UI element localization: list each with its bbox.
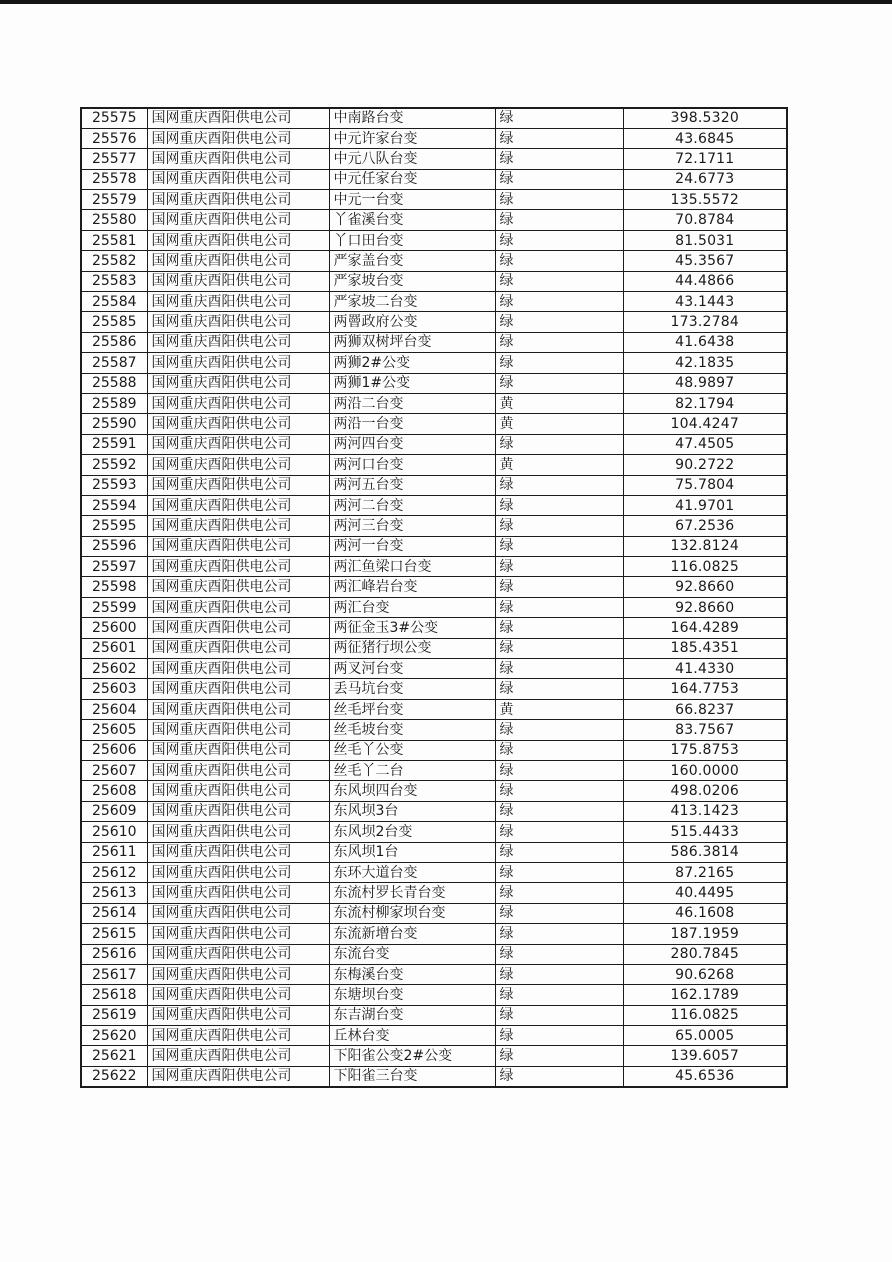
cell-company-name: 国网重庆酉阳供电公司 xyxy=(147,618,329,638)
table-row xyxy=(81,577,787,597)
cell-load-value: 41.4330 xyxy=(623,659,787,679)
cell-record-id: 25607 xyxy=(81,761,147,781)
table-row xyxy=(81,679,787,699)
cell-load-value: 45.6536 xyxy=(623,1066,787,1086)
table-row xyxy=(81,618,787,638)
table-row xyxy=(81,822,787,842)
cell-load-value: 90.2722 xyxy=(623,455,787,475)
table-row xyxy=(81,230,787,250)
cell-status-color: 绿 xyxy=(495,475,623,495)
cell-station-name: 东风坝1台 xyxy=(329,842,495,862)
cell-record-id: 25611 xyxy=(81,842,147,862)
table-row xyxy=(81,985,787,1005)
cell-load-value: 185.4351 xyxy=(623,638,787,658)
cell-station-name: 东流台变 xyxy=(329,944,495,964)
cell-record-id: 25604 xyxy=(81,699,147,719)
cell-record-id: 25612 xyxy=(81,862,147,882)
cell-load-value: 498.0206 xyxy=(623,781,787,801)
cell-company-name: 国网重庆酉阳供电公司 xyxy=(147,190,329,210)
cell-company-name: 国网重庆酉阳供电公司 xyxy=(147,659,329,679)
cell-record-id: 25591 xyxy=(81,434,147,454)
cell-station-name: 两河一台变 xyxy=(329,536,495,556)
cell-station-name: 下阳雀公变2#公变 xyxy=(329,1046,495,1066)
cell-record-id: 25575 xyxy=(81,108,147,128)
cell-load-value: 65.0005 xyxy=(623,1026,787,1046)
cell-company-name: 国网重庆酉阳供电公司 xyxy=(147,862,329,882)
cell-station-name: 两狮双树坪台变 xyxy=(329,332,495,352)
cell-station-name: 丫口田台变 xyxy=(329,230,495,250)
cell-status-color: 绿 xyxy=(495,1046,623,1066)
cell-station-name: 东风坝3台 xyxy=(329,801,495,821)
cell-status-color: 绿 xyxy=(495,1005,623,1025)
cell-record-id: 25619 xyxy=(81,1005,147,1025)
table-row xyxy=(81,924,787,944)
cell-status-color: 绿 xyxy=(495,618,623,638)
table-row xyxy=(81,883,787,903)
table-row xyxy=(81,292,787,312)
cell-status-color: 绿 xyxy=(495,761,623,781)
cell-company-name: 国网重庆酉阳供电公司 xyxy=(147,557,329,577)
cell-record-id: 25585 xyxy=(81,312,147,332)
cell-status-color: 绿 xyxy=(495,801,623,821)
cell-station-name: 两河四台变 xyxy=(329,434,495,454)
cell-station-name: 中元任家台变 xyxy=(329,169,495,189)
cell-company-name: 国网重庆酉阳供电公司 xyxy=(147,1026,329,1046)
cell-load-value: 187.1959 xyxy=(623,924,787,944)
cell-company-name: 国网重庆酉阳供电公司 xyxy=(147,801,329,821)
cell-company-name: 国网重庆酉阳供电公司 xyxy=(147,699,329,719)
cell-company-name: 国网重庆酉阳供电公司 xyxy=(147,924,329,944)
cell-station-name: 两河二台变 xyxy=(329,495,495,515)
cell-status-color: 绿 xyxy=(495,638,623,658)
cell-record-id: 25613 xyxy=(81,883,147,903)
table-row xyxy=(81,557,787,577)
cell-load-value: 139.6057 xyxy=(623,1046,787,1066)
cell-station-name: 中南路台变 xyxy=(329,108,495,128)
cell-station-name: 两狮1#公变 xyxy=(329,373,495,393)
cell-company-name: 国网重庆酉阳供电公司 xyxy=(147,495,329,515)
data-table xyxy=(80,107,788,1088)
cell-status-color: 绿 xyxy=(495,944,623,964)
cell-station-name: 两汇鱼梁口台变 xyxy=(329,557,495,577)
cell-load-value: 75.7804 xyxy=(623,475,787,495)
table-row xyxy=(81,373,787,393)
cell-station-name: 两河五台变 xyxy=(329,475,495,495)
cell-load-value: 44.4866 xyxy=(623,271,787,291)
cell-station-name: 两沿一台变 xyxy=(329,414,495,434)
cell-load-value: 413.1423 xyxy=(623,801,787,821)
table-row xyxy=(81,536,787,556)
cell-company-name: 国网重庆酉阳供电公司 xyxy=(147,985,329,1005)
table-row xyxy=(81,169,787,189)
table-row xyxy=(81,516,787,536)
cell-record-id: 25588 xyxy=(81,373,147,393)
cell-status-color: 绿 xyxy=(495,190,623,210)
cell-company-name: 国网重庆酉阳供电公司 xyxy=(147,312,329,332)
cell-load-value: 43.6845 xyxy=(623,128,787,148)
table-row xyxy=(81,271,787,291)
cell-record-id: 25616 xyxy=(81,944,147,964)
cell-company-name: 国网重庆酉阳供电公司 xyxy=(147,271,329,291)
cell-status-color: 黄 xyxy=(495,414,623,434)
cell-record-id: 25608 xyxy=(81,781,147,801)
cell-company-name: 国网重庆酉阳供电公司 xyxy=(147,720,329,740)
cell-record-id: 25584 xyxy=(81,292,147,312)
cell-record-id: 25593 xyxy=(81,475,147,495)
cell-company-name: 国网重庆酉阳供电公司 xyxy=(147,353,329,373)
cell-station-name: 中元八队台变 xyxy=(329,149,495,169)
table-row xyxy=(81,740,787,760)
cell-status-color: 绿 xyxy=(495,169,623,189)
cell-station-name: 两罾政府公变 xyxy=(329,312,495,332)
cell-status-color: 绿 xyxy=(495,332,623,352)
cell-record-id: 25620 xyxy=(81,1026,147,1046)
cell-record-id: 25586 xyxy=(81,332,147,352)
cell-load-value: 47.4505 xyxy=(623,434,787,454)
cell-station-name: 两征猪行坝公变 xyxy=(329,638,495,658)
cell-company-name: 国网重庆酉阳供电公司 xyxy=(147,740,329,760)
cell-record-id: 25602 xyxy=(81,659,147,679)
cell-load-value: 135.5572 xyxy=(623,190,787,210)
table-row xyxy=(81,1046,787,1066)
cell-company-name: 国网重庆酉阳供电公司 xyxy=(147,761,329,781)
cell-status-color: 绿 xyxy=(495,842,623,862)
cell-load-value: 48.9897 xyxy=(623,373,787,393)
cell-station-name: 东吉湖台变 xyxy=(329,1005,495,1025)
table-row xyxy=(81,638,787,658)
cell-record-id: 25576 xyxy=(81,128,147,148)
cell-load-value: 398.5320 xyxy=(623,108,787,128)
cell-status-color: 绿 xyxy=(495,781,623,801)
cell-station-name: 丝毛坪台变 xyxy=(329,699,495,719)
cell-station-name: 东环大道台变 xyxy=(329,862,495,882)
cell-status-color: 绿 xyxy=(495,964,623,984)
cell-record-id: 25581 xyxy=(81,230,147,250)
cell-record-id: 25596 xyxy=(81,536,147,556)
cell-record-id: 25601 xyxy=(81,638,147,658)
cell-station-name: 东风坝四台变 xyxy=(329,781,495,801)
cell-record-id: 25589 xyxy=(81,393,147,413)
cell-company-name: 国网重庆酉阳供电公司 xyxy=(147,842,329,862)
cell-company-name: 国网重庆酉阳供电公司 xyxy=(147,210,329,230)
cell-status-color: 绿 xyxy=(495,862,623,882)
cell-status-color: 绿 xyxy=(495,495,623,515)
cell-company-name: 国网重庆酉阳供电公司 xyxy=(147,128,329,148)
cell-status-color: 绿 xyxy=(495,1066,623,1086)
cell-record-id: 25597 xyxy=(81,557,147,577)
cell-record-id: 25603 xyxy=(81,679,147,699)
cell-load-value: 162.1789 xyxy=(623,985,787,1005)
table-row xyxy=(81,699,787,719)
cell-status-color: 绿 xyxy=(495,1026,623,1046)
cell-status-color: 绿 xyxy=(495,108,623,128)
table-row xyxy=(81,475,787,495)
cell-record-id: 25582 xyxy=(81,251,147,271)
data-table-body xyxy=(81,108,787,1087)
table-row xyxy=(81,597,787,617)
cell-status-color: 绿 xyxy=(495,903,623,923)
cell-status-color: 绿 xyxy=(495,230,623,250)
cell-company-name: 国网重庆酉阳供电公司 xyxy=(147,414,329,434)
cell-record-id: 25592 xyxy=(81,455,147,475)
cell-status-color: 绿 xyxy=(495,924,623,944)
cell-company-name: 国网重庆酉阳供电公司 xyxy=(147,1066,329,1086)
cell-load-value: 72.1711 xyxy=(623,149,787,169)
cell-status-color: 绿 xyxy=(495,720,623,740)
cell-status-color: 绿 xyxy=(495,822,623,842)
cell-record-id: 25606 xyxy=(81,740,147,760)
cell-company-name: 国网重庆酉阳供电公司 xyxy=(147,597,329,617)
table-row xyxy=(81,1026,787,1046)
cell-status-color: 绿 xyxy=(495,679,623,699)
cell-company-name: 国网重庆酉阳供电公司 xyxy=(147,964,329,984)
table-row xyxy=(81,455,787,475)
cell-status-color: 绿 xyxy=(495,353,623,373)
cell-company-name: 国网重庆酉阳供电公司 xyxy=(147,230,329,250)
cell-station-name: 丘林台变 xyxy=(329,1026,495,1046)
cell-company-name: 国网重庆酉阳供电公司 xyxy=(147,1046,329,1066)
cell-load-value: 280.7845 xyxy=(623,944,787,964)
cell-load-value: 90.6268 xyxy=(623,964,787,984)
cell-station-name: 下阳雀三台变 xyxy=(329,1066,495,1086)
cell-load-value: 116.0825 xyxy=(623,1005,787,1025)
cell-load-value: 164.4289 xyxy=(623,618,787,638)
cell-station-name: 东流村柳家坝台变 xyxy=(329,903,495,923)
cell-load-value: 45.3567 xyxy=(623,251,787,271)
cell-record-id: 25618 xyxy=(81,985,147,1005)
cell-company-name: 国网重庆酉阳供电公司 xyxy=(147,903,329,923)
cell-record-id: 25577 xyxy=(81,149,147,169)
cell-station-name: 中元一台变 xyxy=(329,190,495,210)
cell-status-color: 绿 xyxy=(495,557,623,577)
cell-company-name: 国网重庆酉阳供电公司 xyxy=(147,373,329,393)
cell-record-id: 25617 xyxy=(81,964,147,984)
cell-station-name: 严家盖台变 xyxy=(329,251,495,271)
cell-status-color: 绿 xyxy=(495,373,623,393)
cell-station-name: 丝毛丫二台 xyxy=(329,761,495,781)
cell-load-value: 70.8784 xyxy=(623,210,787,230)
table-row xyxy=(81,1005,787,1025)
cell-company-name: 国网重庆酉阳供电公司 xyxy=(147,679,329,699)
cell-record-id: 25578 xyxy=(81,169,147,189)
cell-station-name: 东流村罗长青台变 xyxy=(329,883,495,903)
cell-load-value: 87.2165 xyxy=(623,862,787,882)
cell-record-id: 25583 xyxy=(81,271,147,291)
table-row xyxy=(81,108,787,128)
cell-company-name: 国网重庆酉阳供电公司 xyxy=(147,883,329,903)
cell-load-value: 43.1443 xyxy=(623,292,787,312)
cell-station-name: 东塘坝台变 xyxy=(329,985,495,1005)
cell-status-color: 黄 xyxy=(495,455,623,475)
cell-record-id: 25595 xyxy=(81,516,147,536)
cell-load-value: 42.1835 xyxy=(623,353,787,373)
top-border-bar xyxy=(0,0,892,4)
cell-station-name: 丝毛丫公变 xyxy=(329,740,495,760)
cell-status-color: 绿 xyxy=(495,516,623,536)
cell-company-name: 国网重庆酉阳供电公司 xyxy=(147,434,329,454)
cell-station-name: 严家坡台变 xyxy=(329,271,495,291)
cell-status-color: 绿 xyxy=(495,292,623,312)
cell-station-name: 东梅溪台变 xyxy=(329,964,495,984)
cell-status-color: 绿 xyxy=(495,149,623,169)
cell-status-color: 绿 xyxy=(495,251,623,271)
cell-station-name: 丫雀溪台变 xyxy=(329,210,495,230)
cell-status-color: 绿 xyxy=(495,210,623,230)
cell-load-value: 83.7567 xyxy=(623,720,787,740)
cell-station-name: 严家坡二台变 xyxy=(329,292,495,312)
cell-load-value: 66.8237 xyxy=(623,699,787,719)
cell-load-value: 41.6438 xyxy=(623,332,787,352)
cell-company-name: 国网重庆酉阳供电公司 xyxy=(147,822,329,842)
cell-load-value: 515.4433 xyxy=(623,822,787,842)
cell-load-value: 175.8753 xyxy=(623,740,787,760)
cell-record-id: 25605 xyxy=(81,720,147,740)
cell-load-value: 160.0000 xyxy=(623,761,787,781)
table-row xyxy=(81,761,787,781)
cell-load-value: 67.2536 xyxy=(623,516,787,536)
cell-station-name: 两狮2#公变 xyxy=(329,353,495,373)
cell-record-id: 25580 xyxy=(81,210,147,230)
cell-station-name: 两河口台变 xyxy=(329,455,495,475)
cell-record-id: 25590 xyxy=(81,414,147,434)
table-row xyxy=(81,862,787,882)
cell-station-name: 东流新增台变 xyxy=(329,924,495,944)
cell-status-color: 绿 xyxy=(495,577,623,597)
table-row xyxy=(81,190,787,210)
cell-company-name: 国网重庆酉阳供电公司 xyxy=(147,577,329,597)
cell-load-value: 173.2784 xyxy=(623,312,787,332)
cell-record-id: 25610 xyxy=(81,822,147,842)
cell-company-name: 国网重庆酉阳供电公司 xyxy=(147,475,329,495)
cell-record-id: 25587 xyxy=(81,353,147,373)
cell-station-name: 两汇峰岩台变 xyxy=(329,577,495,597)
cell-status-color: 绿 xyxy=(495,434,623,454)
cell-company-name: 国网重庆酉阳供电公司 xyxy=(147,781,329,801)
cell-record-id: 25594 xyxy=(81,495,147,515)
table-row xyxy=(81,659,787,679)
table-row xyxy=(81,495,787,515)
cell-status-color: 黄 xyxy=(495,699,623,719)
table-row xyxy=(81,312,787,332)
cell-load-value: 40.4495 xyxy=(623,883,787,903)
cell-load-value: 164.7753 xyxy=(623,679,787,699)
cell-station-name: 丝毛坡台变 xyxy=(329,720,495,740)
cell-station-name: 两征金玉3#公变 xyxy=(329,618,495,638)
cell-station-name: 东风坝2台变 xyxy=(329,822,495,842)
cell-station-name: 两沿二台变 xyxy=(329,393,495,413)
cell-record-id: 25615 xyxy=(81,924,147,944)
cell-station-name: 两叉河台变 xyxy=(329,659,495,679)
table-row xyxy=(81,801,787,821)
table-row xyxy=(81,353,787,373)
cell-record-id: 25579 xyxy=(81,190,147,210)
cell-company-name: 国网重庆酉阳供电公司 xyxy=(147,251,329,271)
cell-company-name: 国网重庆酉阳供电公司 xyxy=(147,149,329,169)
cell-load-value: 41.9701 xyxy=(623,495,787,515)
cell-company-name: 国网重庆酉阳供电公司 xyxy=(147,516,329,536)
table-row xyxy=(81,434,787,454)
cell-station-name: 两汇台变 xyxy=(329,597,495,617)
table-row xyxy=(81,720,787,740)
cell-record-id: 25599 xyxy=(81,597,147,617)
cell-company-name: 国网重庆酉阳供电公司 xyxy=(147,332,329,352)
cell-record-id: 25600 xyxy=(81,618,147,638)
cell-load-value: 116.0825 xyxy=(623,557,787,577)
cell-status-color: 绿 xyxy=(495,985,623,1005)
table-row xyxy=(81,964,787,984)
table-row xyxy=(81,414,787,434)
cell-load-value: 132.8124 xyxy=(623,536,787,556)
cell-company-name: 国网重庆酉阳供电公司 xyxy=(147,292,329,312)
cell-record-id: 25621 xyxy=(81,1046,147,1066)
cell-station-name: 中元许家台变 xyxy=(329,128,495,148)
table-row xyxy=(81,842,787,862)
table-row xyxy=(81,251,787,271)
cell-status-color: 绿 xyxy=(495,312,623,332)
cell-load-value: 82.1794 xyxy=(623,393,787,413)
cell-status-color: 绿 xyxy=(495,271,623,291)
cell-record-id: 25622 xyxy=(81,1066,147,1086)
cell-record-id: 25609 xyxy=(81,801,147,821)
cell-load-value: 586.3814 xyxy=(623,842,787,862)
table-row xyxy=(81,210,787,230)
cell-station-name: 两河三台变 xyxy=(329,516,495,536)
cell-company-name: 国网重庆酉阳供电公司 xyxy=(147,169,329,189)
cell-company-name: 国网重庆酉阳供电公司 xyxy=(147,536,329,556)
cell-record-id: 25614 xyxy=(81,903,147,923)
cell-company-name: 国网重庆酉阳供电公司 xyxy=(147,393,329,413)
cell-status-color: 绿 xyxy=(495,740,623,760)
cell-load-value: 92.8660 xyxy=(623,597,787,617)
cell-status-color: 绿 xyxy=(495,536,623,556)
table-row xyxy=(81,128,787,148)
cell-station-name: 丢马坑台变 xyxy=(329,679,495,699)
cell-load-value: 104.4247 xyxy=(623,414,787,434)
cell-status-color: 绿 xyxy=(495,659,623,679)
table-row xyxy=(81,903,787,923)
cell-load-value: 46.1608 xyxy=(623,903,787,923)
table-row xyxy=(81,944,787,964)
table-row xyxy=(81,1066,787,1086)
cell-company-name: 国网重庆酉阳供电公司 xyxy=(147,455,329,475)
cell-load-value: 92.8660 xyxy=(623,577,787,597)
cell-status-color: 绿 xyxy=(495,883,623,903)
cell-load-value: 24.6773 xyxy=(623,169,787,189)
cell-company-name: 国网重庆酉阳供电公司 xyxy=(147,1005,329,1025)
cell-company-name: 国网重庆酉阳供电公司 xyxy=(147,638,329,658)
cell-status-color: 绿 xyxy=(495,128,623,148)
cell-company-name: 国网重庆酉阳供电公司 xyxy=(147,108,329,128)
table-row xyxy=(81,149,787,169)
cell-status-color: 绿 xyxy=(495,597,623,617)
cell-status-color: 黄 xyxy=(495,393,623,413)
cell-load-value: 81.5031 xyxy=(623,230,787,250)
table-row xyxy=(81,393,787,413)
cell-company-name: 国网重庆酉阳供电公司 xyxy=(147,944,329,964)
table-row xyxy=(81,781,787,801)
table-row xyxy=(81,332,787,352)
cell-record-id: 25598 xyxy=(81,577,147,597)
